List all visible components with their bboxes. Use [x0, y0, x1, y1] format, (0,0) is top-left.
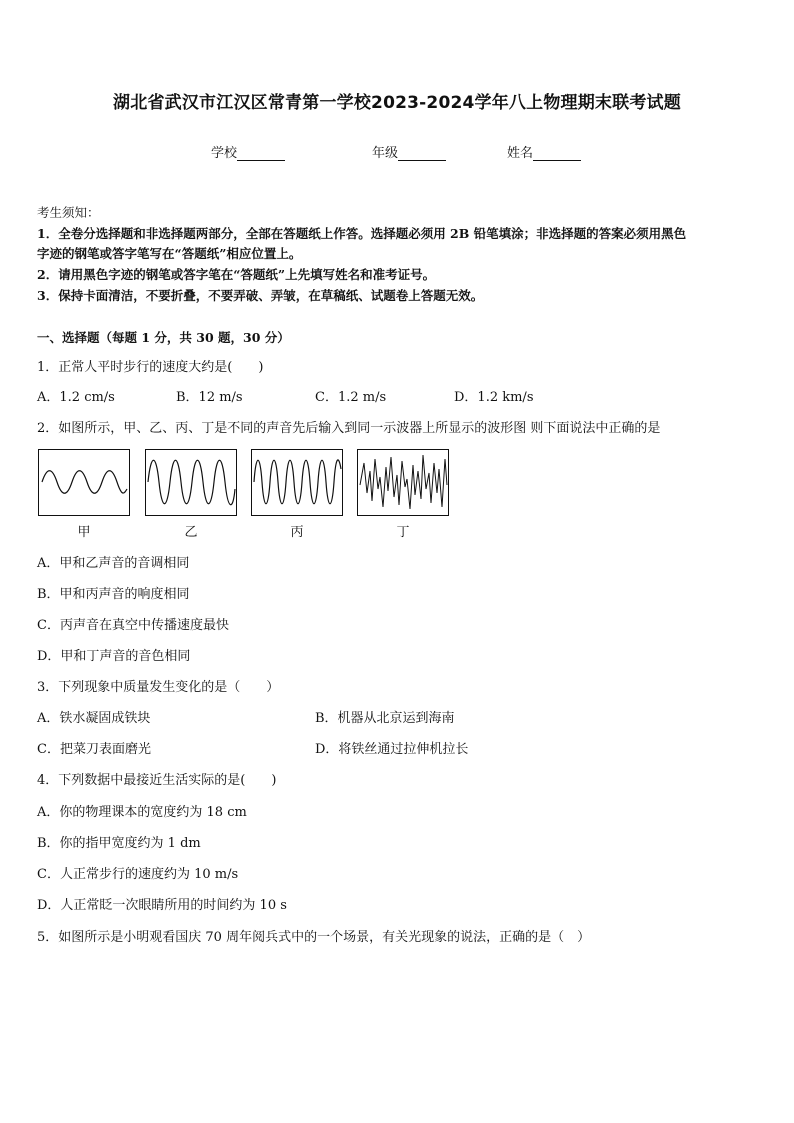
q1-option-c: C．1.2 m/s — [315, 390, 387, 405]
notice-item-3: 3．保持卡面清洁，不要折叠，不要弄破、弄皱，在草稿纸、试题卷上答题无效。 — [37, 288, 484, 303]
q1-stem: 1．正常人平时步行的速度大约是( ) — [37, 360, 264, 375]
school-blank — [237, 146, 285, 161]
school-field — [211, 142, 285, 161]
q4-option-a: A．你的物理课本的宽度约为 18 cm — [37, 805, 247, 820]
waveform-bing — [251, 449, 343, 516]
grade-blank — [398, 146, 446, 161]
grade-label: 年级 — [372, 146, 399, 161]
grade-field — [372, 142, 446, 161]
q3-option-a: A．铁水凝固成铁块 — [37, 711, 151, 726]
waveform-label-jia: 甲 — [77, 525, 91, 540]
q2-option-c: C．丙声音在真空中传播速度最快 — [37, 618, 229, 633]
q3-option-d: D．将铁丝通过拉伸机拉长 — [315, 742, 469, 757]
exam-title: 湖北省武汉市江汉区常青第一学校2023-2024学年八上物理期末联考试题 — [113, 93, 681, 113]
q4-option-b: B．你的指甲宽度约为 1 dm — [37, 836, 201, 851]
section-heading: 一、选择题（每题 1 分，共 30 题，30 分） — [37, 330, 290, 345]
notice-heading: 考生须知： — [37, 205, 100, 220]
q1-option-d: D．1.2 km/s — [454, 390, 534, 405]
q1-option-a: A．1.2 cm/s — [37, 390, 115, 405]
q4-option-c: C．人正常步行的速度约为 10 m/s — [37, 867, 239, 882]
notice-item-1: 1．全卷分选择题和非选择题两部分，全部在答题纸上作答。选择题必须用 2B 铅笔填涂；非选择题的答案必须用黑色 — [37, 226, 687, 241]
waveform-label-bing: 丙 — [290, 525, 304, 540]
q4-option-d: D．人正常眨一次眼睛所用的时间约为 10 s — [37, 898, 287, 913]
q3-option-c: C．把菜刀表面磨光 — [37, 742, 151, 757]
name-field — [507, 142, 581, 161]
q3-option-b: B．机器从北京运到海南 — [315, 711, 455, 726]
notice-item-1-cont: 字迹的钢笔或答字笔写在“答题纸”相应位置上。 — [37, 246, 302, 261]
q2-option-a: A．甲和乙声音的音调相同 — [37, 556, 190, 571]
school-label: 学校 — [211, 146, 238, 161]
notice-item-2: 2．请用黑色字迹的钢笔或答字笔在“答题纸”上先填写姓名和准考证号。 — [37, 267, 436, 282]
q5-stem: 5．如图所示是小明观看国庆 70 周年阅兵式中的一个场景，有关光现象的说法，正确的是（ ） — [37, 930, 591, 945]
name-blank — [533, 146, 581, 161]
name-label: 姓名 — [507, 146, 534, 161]
waveform-jia — [38, 449, 130, 516]
q1-option-b: B．12 m/s — [176, 390, 243, 405]
q2-option-b: B．甲和丙声音的响度相同 — [37, 587, 190, 602]
waveform-ding — [357, 449, 449, 516]
waveform-yi — [145, 449, 237, 516]
q2-option-d: D．甲和丁声音的音色相同 — [37, 649, 191, 664]
q4-stem: 4．下列数据中最接近生活实际的是( ) — [37, 773, 277, 788]
waveform-label-yi: 乙 — [184, 525, 198, 540]
q2-stem: 2．如图所示，甲、乙、丙、丁是不同的声音先后输入到同一示波器上所显示的波形图 则下面说法中正确的是 — [37, 421, 661, 436]
waveform-label-ding: 丁 — [396, 525, 410, 540]
q3-stem: 3．下列现象中质量发生变化的是（ ） — [37, 680, 280, 695]
